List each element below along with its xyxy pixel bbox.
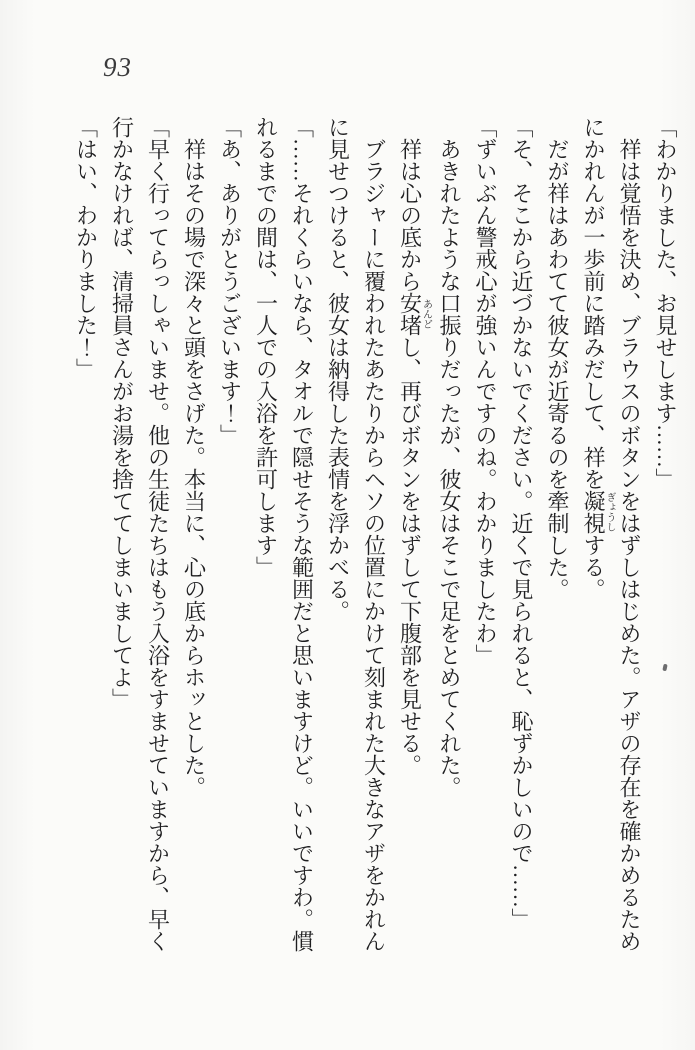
paragraph-10: 「あ、ありがとうございます！」 xyxy=(217,116,243,446)
paragraph-5: 「ずいぶん警戒心が強いんですのね。わかりましたわ」 xyxy=(473,116,498,666)
paragraph-2: 祥は覚悟を決め、ブラウスのボタンをはずしはじめた。アザの存在を確かめるためにかれんが一歩前に踏みだして、祥を凝視ぎょうしする。 xyxy=(581,116,642,952)
ruby-annotation: 安堵あんど xyxy=(397,292,432,336)
paragraph-9: 「……それくらいなら、タオルで隠せそうな範囲だと思いますけど。いいですわ。慣れるまでの間は、一人での入浴を許可します」 xyxy=(253,116,315,952)
paragraph-8: ブラジャーに覆われたあたりからヘソの位置にかけて刻まれた大きなアザをかれんに見せつけると、彼女は納得した表情を浮かべる。 xyxy=(325,116,387,952)
paragraph-7: 祥は心の底から安堵あんどし、再びボタンをはずして下腹部を見せる。 xyxy=(397,138,432,776)
paragraph-6: あきれたような口振りだったが、彼女はそこで足をとめてくれた。 xyxy=(437,138,462,798)
paragraph-3: だが祥はあわてて彼女が近寄るのを牽制した。 xyxy=(545,138,570,600)
ruby-annotation: 凝視ぎょうし xyxy=(581,490,615,534)
paragraph-11: 祥はその場で深々と頭をさげた。本当に、心の底からホッとした。 xyxy=(181,138,207,798)
page-number: 93 xyxy=(103,52,132,82)
paragraph-4: 「そ、そこから近づかないでください。近くで見られると、恥ずかしいので……」 xyxy=(509,116,534,930)
paragraph-1: 「わかりました、お見せします……」 xyxy=(653,116,678,490)
text-block xyxy=(68,116,684,952)
paragraph-13: 「はい、わかりました！」 xyxy=(73,116,99,380)
paragraph-12: 「早く行ってらっしゃいませ。他の生徒たちはもう入浴をすませていますから、早く行かなければ、清掃員さんがお湯を捨ててしまいましてよ」 xyxy=(109,116,171,952)
